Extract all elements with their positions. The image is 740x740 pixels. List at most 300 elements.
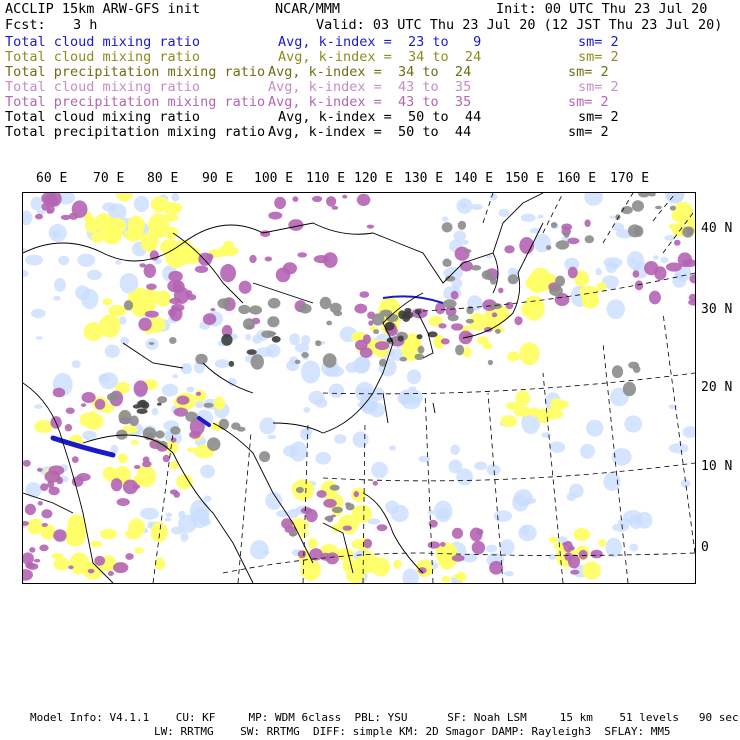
light-blue-cloud-patch	[300, 430, 311, 441]
yellow-cloud-patch	[120, 196, 129, 201]
light-blue-cloud-patch	[653, 255, 659, 259]
gray-cloud-patch	[442, 259, 451, 267]
yellow-cloud-patch	[100, 529, 117, 540]
gray-cloud-patch	[327, 516, 334, 523]
light-blue-cloud-patch	[171, 193, 179, 202]
purple-cloud-patch	[506, 302, 514, 309]
light-blue-cloud-patch	[23, 210, 33, 225]
gray-cloud-patch	[249, 305, 262, 314]
light-blue-cloud-patch	[609, 216, 615, 219]
light-blue-cloud-patch	[200, 465, 215, 479]
gray-cloud-patch	[623, 382, 636, 397]
gray-cloud-patch	[555, 276, 565, 287]
legend-row	[0, 80, 740, 95]
purple-cloud-patch	[220, 264, 236, 282]
purple-cloud-patch	[25, 504, 36, 515]
dark-gray-cloud-patch	[398, 310, 406, 319]
purple-cloud-patch	[187, 294, 196, 300]
purple-cloud-patch	[138, 318, 151, 331]
purple-cloud-patch	[260, 230, 270, 237]
purple-cloud-patch	[196, 392, 201, 396]
longitude-label: 170 E	[610, 171, 650, 186]
gray-cloud-patch	[445, 276, 455, 282]
light-blue-cloud-patch	[178, 514, 197, 532]
yellow-cloud-patch	[195, 390, 206, 402]
purple-cloud-patch	[77, 473, 91, 481]
light-blue-cloud-patch	[401, 396, 420, 409]
purple-cloud-patch	[146, 284, 157, 290]
purple-cloud-patch	[492, 312, 497, 317]
purple-cloud-patch	[249, 255, 256, 263]
light-blue-cloud-patch	[664, 235, 675, 241]
light-blue-cloud-patch	[204, 495, 212, 502]
purple-cloud-patch	[470, 528, 483, 542]
gray-cloud-patch	[682, 227, 693, 238]
purple-cloud-patch	[203, 313, 216, 325]
light-blue-cloud-patch	[584, 193, 603, 206]
light-blue-cloud-patch	[434, 501, 453, 523]
purple-cloud-patch	[108, 571, 114, 576]
yellow-cloud-patch	[133, 288, 147, 299]
yellow-cloud-patch	[128, 518, 145, 536]
gray-cloud-patch	[251, 354, 264, 370]
purple-cloud-patch	[23, 460, 31, 467]
light-blue-cloud-patch	[408, 387, 416, 392]
light-blue-cloud-patch	[315, 398, 328, 408]
gray-cloud-patch	[634, 226, 644, 237]
purple-cloud-patch	[377, 524, 388, 531]
yellow-cloud-patch	[549, 537, 558, 543]
gray-cloud-patch	[549, 286, 563, 297]
light-blue-cloud-patch	[181, 363, 192, 374]
light-blue-cloud-patch	[151, 408, 158, 415]
purple-cloud-patch	[53, 388, 65, 398]
gray-cloud-patch	[238, 305, 250, 314]
yellow-cloud-patch	[91, 232, 103, 243]
model-info-line2: LW: RRTMG SW: RRTMG DIFF: simple KM: 2D Smagor DAMP: Rayleigh3 SFLAY: MM5	[154, 725, 671, 738]
gray-cloud-patch	[330, 485, 340, 491]
gray-cloud-patch	[648, 193, 655, 197]
latitude-label: 40 N	[701, 221, 733, 236]
purple-cloud-patch	[440, 542, 446, 547]
yellow-cloud-patch	[523, 296, 544, 321]
purple-cloud-patch	[29, 547, 35, 553]
purple-cloud-patch	[568, 546, 575, 551]
purple-cloud-patch	[359, 291, 369, 298]
purple-cloud-patch	[354, 491, 359, 497]
light-blue-cloud-patch	[49, 224, 67, 242]
gray-cloud-patch	[638, 193, 650, 198]
gray-cloud-patch	[124, 300, 133, 310]
purple-cloud-patch	[674, 240, 681, 246]
dark-gray-cloud-patch	[133, 404, 141, 408]
yellow-cloud-patch	[598, 539, 606, 546]
purple-cloud-patch	[41, 509, 52, 518]
light-blue-cloud-patch	[489, 193, 497, 200]
dark-gray-cloud-patch	[398, 336, 404, 342]
field-avg-index: Avg, k-index = 34 to 24	[278, 49, 482, 65]
purple-cloud-patch	[268, 212, 282, 220]
purple-cloud-patch	[68, 565, 73, 569]
purple-cloud-patch	[343, 526, 352, 531]
light-blue-cloud-patch	[669, 443, 689, 453]
latitude-label: 0	[701, 540, 709, 555]
purple-cloud-patch	[472, 541, 485, 554]
purple-cloud-patch	[451, 291, 459, 300]
gray-cloud-patch	[323, 353, 337, 367]
yellow-cloud-patch	[441, 576, 450, 583]
purple-cloud-patch	[53, 529, 66, 541]
light-blue-cloud-patch	[180, 532, 188, 541]
light-blue-cloud-patch	[389, 445, 396, 450]
purple-cloud-patch	[134, 465, 141, 469]
legend-row	[0, 50, 740, 65]
gray-cloud-patch	[556, 240, 570, 249]
purple-cloud-patch	[649, 291, 661, 305]
map-panel	[22, 192, 696, 584]
yellow-cloud-patch	[124, 229, 144, 242]
yellow-cloud-patch	[156, 290, 171, 306]
yellow-cloud-patch	[519, 342, 539, 365]
latitude-label: 10 N	[701, 459, 733, 474]
purple-cloud-patch	[82, 392, 96, 403]
purple-cloud-patch	[323, 499, 337, 508]
light-blue-cloud-patch	[245, 334, 251, 341]
gray-cloud-patch	[471, 265, 481, 271]
yellow-cloud-patch	[596, 282, 606, 291]
light-blue-cloud-patch	[500, 539, 515, 555]
longitude-line	[238, 433, 251, 583]
latitude-label: 30 N	[701, 302, 733, 317]
light-blue-cloud-patch	[580, 444, 595, 459]
gray-cloud-patch	[301, 352, 309, 358]
light-blue-cloud-patch	[569, 484, 584, 498]
gray-cloud-patch	[111, 393, 118, 398]
field-avg-index: Avg, k-index = 43 to 35	[268, 94, 472, 110]
light-blue-cloud-patch	[371, 462, 388, 478]
yellow-cloud-patch	[34, 420, 53, 433]
purple-cloud-patch	[134, 380, 148, 396]
gray-cloud-patch	[564, 231, 570, 237]
gray-cloud-patch	[217, 298, 230, 308]
light-blue-cloud-patch	[356, 388, 370, 396]
light-blue-cloud-patch	[58, 256, 69, 265]
yellow-cloud-patch	[176, 474, 193, 489]
purple-cloud-patch	[195, 266, 208, 273]
gray-cloud-patch	[491, 303, 502, 309]
longitude-label: 150 E	[505, 171, 545, 186]
light-blue-cloud-patch	[524, 498, 536, 504]
purple-cloud-patch	[170, 489, 178, 494]
light-blue-cloud-patch	[407, 369, 421, 384]
purple-cloud-patch	[570, 570, 579, 575]
purple-cloud-patch	[455, 247, 470, 261]
light-blue-cloud-patch	[289, 333, 300, 345]
yellow-cloud-patch	[134, 547, 143, 553]
light-blue-cloud-patch	[34, 404, 42, 409]
purple-cloud-patch	[633, 270, 640, 278]
yellow-cloud-patch	[526, 276, 543, 290]
light-blue-cloud-patch	[637, 512, 653, 529]
yellow-cloud-patch	[164, 227, 178, 239]
light-blue-cloud-patch	[660, 257, 668, 264]
gray-cloud-patch	[632, 200, 644, 211]
purple-cloud-patch	[591, 550, 603, 559]
yellow-cloud-patch	[186, 247, 201, 264]
purple-cloud-patch	[584, 219, 590, 227]
field-smoothing: sm= 2	[578, 79, 619, 95]
field-name: Total cloud mixing ratio	[5, 79, 201, 95]
field-avg-index: Avg, k-index = 34 to 24	[268, 64, 472, 80]
purple-cloud-patch	[354, 304, 367, 314]
light-blue-cloud-patch	[586, 420, 603, 437]
gray-cloud-patch	[448, 314, 459, 321]
gray-cloud-patch	[546, 245, 551, 250]
purple-cloud-patch	[357, 194, 371, 206]
yellow-cloud-patch	[163, 214, 178, 222]
purple-cloud-patch	[514, 316, 522, 325]
gray-cloud-patch	[259, 451, 270, 462]
purple-cloud-patch	[66, 408, 75, 414]
yellow-cloud-patch	[482, 343, 492, 350]
light-blue-cloud-patch	[215, 359, 230, 368]
map-canvas	[23, 193, 695, 583]
gray-cloud-patch	[185, 412, 197, 422]
light-blue-cloud-patch	[82, 431, 97, 441]
yellow-cloud-patch	[80, 413, 96, 427]
light-blue-cloud-patch	[105, 345, 120, 358]
light-blue-cloud-patch	[283, 445, 298, 457]
purple-cloud-patch	[139, 263, 146, 267]
gray-cloud-patch	[495, 329, 501, 334]
longitude-label: 110 E	[306, 171, 346, 186]
light-blue-cloud-patch	[460, 202, 466, 208]
light-blue-cloud-patch	[250, 540, 269, 559]
light-blue-cloud-patch	[494, 510, 513, 522]
purple-cloud-patch	[326, 196, 336, 207]
gray-cloud-patch	[332, 507, 343, 513]
gray-cloud-patch	[129, 416, 139, 427]
purple-cloud-patch	[489, 561, 503, 575]
purple-cloud-patch	[298, 550, 306, 558]
coastline	[433, 403, 435, 413]
purple-cloud-patch	[274, 197, 286, 209]
gray-cloud-patch	[458, 221, 466, 230]
yellow-cloud-patch	[53, 557, 69, 570]
light-blue-cloud-patch	[25, 255, 43, 266]
gray-cloud-patch	[169, 337, 177, 344]
longitude-label: 90 E	[202, 171, 234, 186]
light-blue-cloud-patch	[627, 251, 644, 270]
purple-cloud-patch	[297, 252, 307, 257]
light-blue-cloud-patch	[428, 510, 435, 515]
gray-cloud-patch	[346, 503, 355, 510]
light-blue-cloud-patch	[521, 214, 536, 222]
field-avg-index: Avg, k-index = 50 to 44	[278, 109, 482, 125]
light-blue-cloud-patch	[172, 374, 178, 378]
yellow-cloud-patch	[514, 407, 532, 417]
yellow-cloud-patch	[308, 538, 318, 548]
purple-cloud-patch	[72, 200, 88, 218]
light-blue-cloud-patch	[521, 526, 529, 535]
yellow-cloud-patch	[673, 202, 694, 224]
gray-cloud-patch	[508, 274, 519, 284]
light-blue-cloud-patch	[419, 456, 431, 463]
purple-cloud-patch	[239, 281, 252, 294]
dark-gray-cloud-patch	[137, 408, 148, 414]
purple-cloud-patch	[441, 338, 450, 344]
purple-cloud-patch	[95, 399, 106, 410]
field-smoothing: sm= 2	[568, 124, 609, 140]
purple-cloud-patch	[428, 541, 440, 549]
field-smoothing: sm= 2	[578, 49, 619, 65]
gray-cloud-patch	[299, 304, 312, 314]
field-name: Total cloud mixing ratio	[5, 34, 201, 50]
purple-cloud-patch	[35, 214, 43, 220]
purple-cloud-patch	[113, 562, 128, 573]
gray-cloud-patch	[670, 206, 676, 211]
gray-cloud-patch	[231, 422, 240, 429]
field-name: Total precipitation mixing ratio	[5, 124, 266, 140]
purple-cloud-patch	[163, 455, 170, 462]
light-blue-cloud-patch	[259, 417, 276, 434]
light-blue-cloud-patch	[606, 261, 618, 274]
purple-cloud-patch	[123, 480, 138, 495]
light-blue-cloud-patch	[498, 209, 509, 217]
gray-cloud-patch	[243, 318, 255, 330]
light-blue-cloud-patch	[266, 344, 281, 358]
light-blue-cloud-patch	[166, 513, 173, 518]
field-avg-index: Avg, k-index = 43 to 35	[268, 79, 472, 95]
legend-row	[0, 35, 740, 50]
yellow-cloud-patch	[582, 561, 601, 579]
yellow-cloud-patch	[84, 322, 103, 341]
dark-gray-cloud-patch	[221, 334, 232, 346]
purple-cloud-patch	[367, 225, 374, 229]
light-blue-cloud-patch	[456, 468, 473, 485]
purple-cloud-patch	[644, 261, 658, 275]
purple-cloud-patch	[314, 255, 330, 263]
dark-gray-cloud-patch	[417, 334, 423, 339]
light-blue-cloud-patch	[629, 544, 638, 552]
purple-cloud-patch	[42, 523, 48, 527]
light-blue-cloud-patch	[624, 415, 642, 432]
gray-cloud-patch	[296, 487, 304, 493]
purple-cloud-patch	[167, 280, 181, 292]
purple-cloud-patch	[363, 539, 372, 548]
yellow-cloud-patch	[108, 305, 126, 317]
field-name: Total cloud mixing ratio	[5, 49, 201, 65]
purple-cloud-patch	[326, 552, 339, 564]
yellow-cloud-patch	[453, 574, 462, 579]
field-name: Total cloud mixing ratio	[5, 109, 201, 125]
gray-cloud-patch	[195, 354, 207, 365]
purple-cloud-patch	[125, 553, 133, 560]
longitude-label: 120 E	[354, 171, 394, 186]
light-blue-cloud-patch	[504, 571, 514, 576]
purple-cloud-patch	[40, 483, 48, 491]
light-blue-cloud-patch	[369, 403, 385, 418]
yellow-cloud-patch	[214, 397, 226, 410]
light-blue-cloud-patch	[474, 462, 487, 471]
purple-cloud-patch	[265, 257, 272, 262]
light-blue-cloud-patch	[541, 432, 551, 438]
light-blue-cloud-patch	[87, 270, 102, 280]
field-avg-index: Avg, k-index = 50 to 44	[268, 124, 472, 140]
gray-cloud-patch	[267, 316, 279, 327]
yellow-cloud-patch	[151, 532, 159, 539]
purple-cloud-patch	[198, 253, 212, 266]
light-blue-cloud-patch	[23, 270, 29, 277]
light-blue-cloud-patch	[75, 285, 90, 300]
gray-cloud-patch	[585, 235, 594, 243]
light-blue-cloud-patch	[99, 374, 110, 383]
purple-cloud-patch	[145, 311, 159, 318]
purple-cloud-patch	[94, 556, 105, 566]
yellow-cloud-patch	[507, 351, 520, 361]
gray-cloud-patch	[320, 297, 332, 309]
yellow-cloud-patch	[65, 525, 86, 547]
gray-cloud-patch	[267, 331, 276, 336]
light-blue-cloud-patch	[549, 441, 565, 453]
longitude-label: 100 E	[254, 171, 294, 186]
light-blue-cloud-patch	[612, 523, 629, 532]
forecast-label: Fcst:	[5, 17, 46, 33]
gray-cloud-patch	[466, 319, 474, 324]
purple-cloud-patch	[81, 403, 86, 407]
purple-cloud-patch	[168, 309, 176, 317]
longitude-line	[425, 393, 433, 583]
light-blue-cloud-patch	[301, 361, 320, 384]
field-smoothing: sm= 2	[578, 109, 619, 125]
field-smoothing: sm= 2	[568, 64, 609, 80]
valid-time: Valid: 03 UTC Thu 23 Jul 20 (12 JST Thu 23 Jul 20)	[316, 17, 723, 33]
light-blue-cloud-patch	[485, 545, 497, 553]
purple-cloud-patch	[38, 501, 43, 506]
yellow-cloud-patch	[394, 560, 402, 569]
field-avg-index: Avg, k-index = 23 to 9	[278, 34, 482, 50]
gray-cloud-patch	[418, 346, 425, 354]
purple-cloud-patch	[373, 481, 378, 486]
legend-row	[0, 65, 740, 80]
light-blue-cloud-patch	[346, 362, 360, 373]
forecast-hour: 3 h	[73, 17, 98, 33]
light-blue-cloud-patch	[391, 505, 409, 522]
yellow-cloud-patch	[389, 301, 398, 308]
light-blue-cloud-patch	[607, 299, 625, 319]
purple-cloud-patch	[452, 528, 463, 539]
purple-cloud-patch	[210, 308, 215, 311]
legend-row	[0, 95, 740, 110]
purple-cloud-patch	[39, 545, 48, 552]
purple-cloud-patch	[143, 456, 150, 462]
field-name: Total precipitation mixing ratio	[5, 94, 266, 110]
light-blue-cloud-patch	[186, 387, 194, 393]
purple-cloud-patch	[438, 323, 446, 328]
gray-cloud-patch	[415, 354, 424, 360]
purple-cloud-patch	[34, 559, 40, 563]
light-blue-cloud-patch	[165, 518, 172, 522]
purple-cloud-patch	[504, 245, 514, 253]
gray-cloud-patch	[551, 222, 557, 228]
purple-cloud-patch	[23, 569, 33, 581]
purple-cloud-patch	[312, 196, 322, 202]
purple-cloud-patch	[498, 288, 503, 294]
yellow-cloud-patch	[107, 218, 126, 234]
light-blue-cloud-patch	[115, 260, 121, 265]
yellow-cloud-patch	[90, 541, 102, 547]
field-smoothing: sm= 2	[578, 34, 619, 50]
